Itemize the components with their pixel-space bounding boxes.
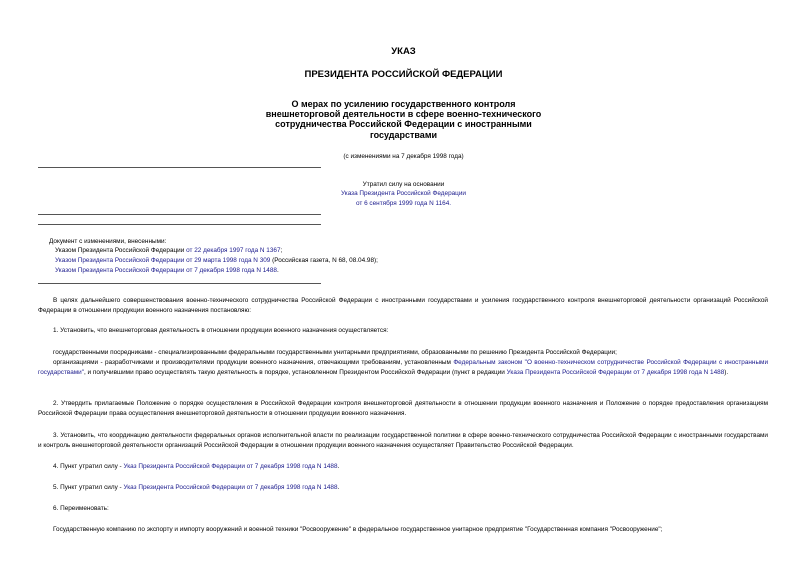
paragraph-1b-text-2: , и получившими право осуществлять такую деятельность в порядке, установленном Президентом Российской Федерации (пункт в редакции [84,368,507,376]
paragraph-3: 3. Установить, что координацию деятельности федеральных органов исполнительной власти по реализации государственной политики в сфере военно-технического сотрудничества Российской Федерации с иностранными государствами и контроль внешнеторговой деятельности организаций Российской Федерации в отношении продукции военного назначения осуществляет Правительство Российской Федерации. [38,432,768,449]
paragraph-1b-text-3: ). [724,368,729,376]
federal-law-link[interactable]: Федеральным законом "О военно-техническом сотрудничестве Российской Федерации с иностранными государствами" [38,359,769,376]
paragraph-5-prefix: 5. Пункт утратил силу - [53,484,124,491]
subject-line-1: О мерах по усилению государственного контроля [291,99,516,109]
paragraph-1: 1. Установить, что внешнеторговая деятельность в отношении продукции военного назначения осуществляется: [53,327,389,334]
amended-note: (с изменениями на 7 декабря 1998 года) [343,153,464,160]
repeal-link-line-2[interactable]: от 6 сентября 1999 года N 1164. [355,200,452,207]
amendment-link-1[interactable]: от 22 декабря 1997 года N 1367 [186,247,281,254]
divider [38,283,321,284]
amendment-item-3 [55,266,279,275]
amendment-link-3[interactable]: Указом Президента Российской Федерации от 7 декабря 1998 года N 1488 [55,267,277,274]
repeal-link-line-1[interactable]: Указа Президента Российской Федерации [340,190,466,197]
repeal-note: Утратил силу на основании [362,181,445,188]
amendment-item-1-prefix: Указом Президента Российской Федерации [55,247,187,254]
subject-line-4: государствами [369,130,438,140]
amendment-item-1-suffix: ; [280,247,283,254]
preamble-paragraph: В целях дальнейшего совершенствования военно-технического сотрудничества Российской Федерации с иностранными государствами и усиления государственного контроля внешнеторговой деятельности организаций Российской Федерации в отношении продукции военного назначения постановляю: [38,297,768,314]
paragraph-5 [38,483,768,493]
divider [38,167,321,168]
paragraph-1b [38,358,768,377]
decree-1488-link[interactable]: Указа Президента Российской Федерации от 7 декабря 1998 года N 1488 [506,368,725,376]
paragraph-2: 2. Утвердить прилагаемые Положение о порядке осуществления в Российской Федерации контроля внешнеторговой деятельности в отношении продукции военного назначения и Положение о порядке предоставления организациям Российской Федерации права осуществления внешнеторговой деятельности в отношении продукции военного назначения. [38,400,768,417]
paragraph-5-link[interactable]: Указ Президента Российской Федерации от 7 декабря 1998 года N 1488 [123,484,338,491]
subject-line-2: внешнеторговой деятельности в сфере военно-технического [265,109,542,119]
amendment-item-2 [55,256,378,265]
amendment-item-3-suffix: . [276,267,279,274]
amendments-intro: Документ с изменениями, внесенными: [49,238,167,245]
paragraph-4 [38,462,768,472]
paragraph-4-suffix: . [337,463,340,470]
paragraph-6a: Государственную компанию по экспорту и импорту вооружений и военной техники "Росвооружение" в федеральное государственное унитарное предприятие "Государственная компания "Росвооружение"; [53,526,663,533]
paragraph-1a: государственными посредниками - специализированными федеральными государственными унитарными предприятиями, образованными по решению Президента Российской Федерации; [53,349,617,356]
paragraph-4-prefix: 4. Пункт утратил силу - [53,463,124,470]
divider [38,224,321,225]
issuer-title: ПРЕЗИДЕНТА РОССИЙСКОЙ ФЕДЕРАЦИИ [304,69,503,80]
paragraph-5-suffix: . [337,484,340,491]
paragraph-4-link[interactable]: Указ Президента Российской Федерации от 7 декабря 1998 года N 1488 [123,463,338,470]
paragraph-6: 6. Переименовать: [53,505,109,512]
amendment-item-1 [55,246,282,255]
paragraph-1b-text-1: организациями - разработчиками и производителями продукции военного назначения, отвечающими требованиям, установленным [53,359,454,366]
amendment-item-2-suffix: (Российская газета, N 68, 08.04.98); [270,257,378,264]
document-type-title: УКАЗ [391,46,416,57]
subject-line-3: сотрудничества Российской Федерации с иностранными [275,119,532,129]
divider [38,214,321,215]
amendment-link-2[interactable]: Указом Президента Российской Федерации от 29 марта 1998 года N 309 [55,257,271,264]
